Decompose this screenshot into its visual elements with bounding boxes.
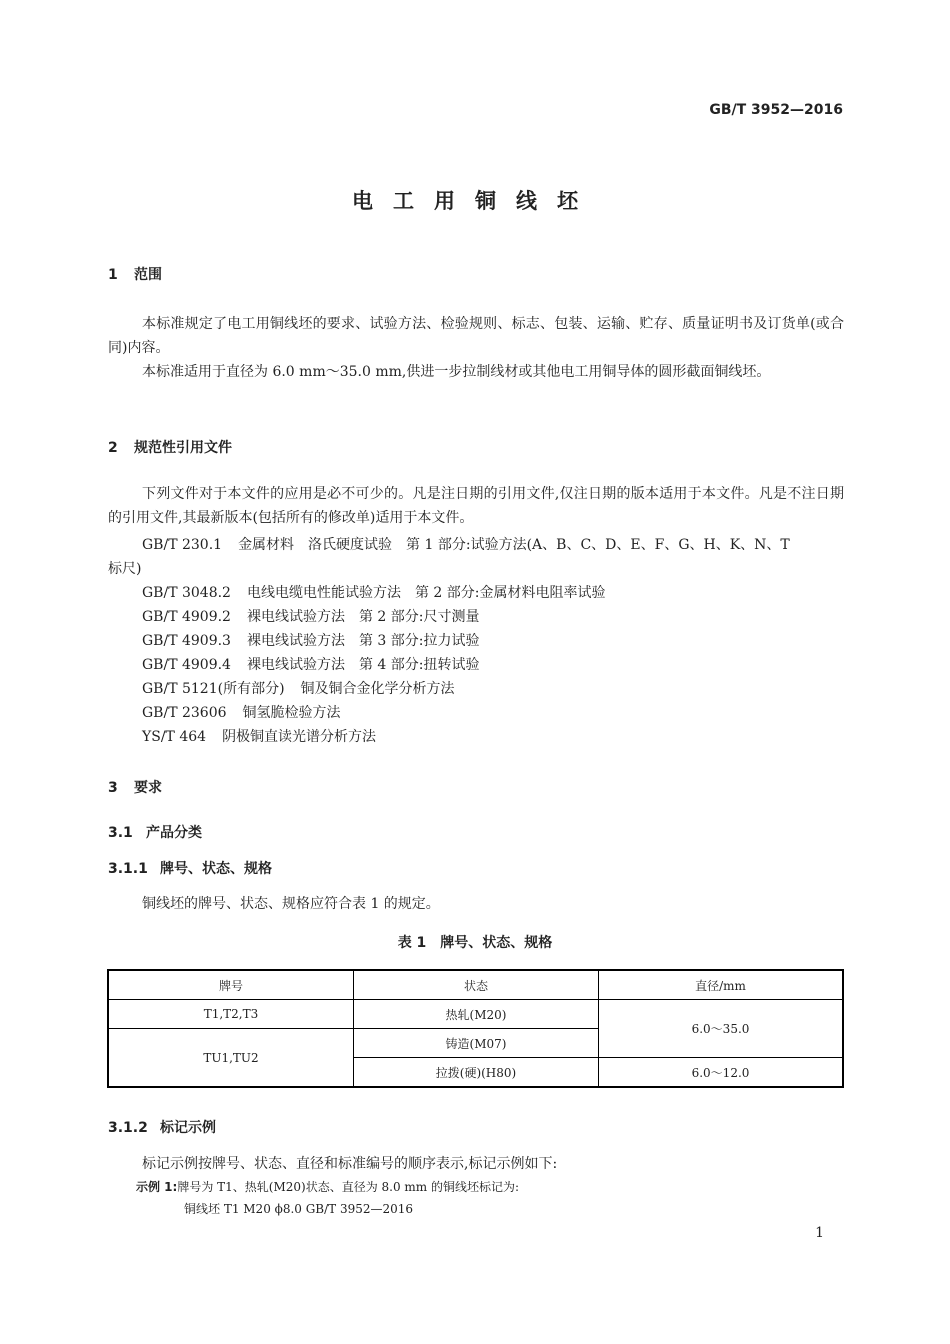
reference-title: 铜及铜合金化学分析方法 [300,681,455,697]
reference-item [142,630,480,650]
reference-title: 裸电线试验方法 第 4 部分:扭转试验 [246,657,480,673]
scope-paragraph-1: 本标准规定了电工用铜线坯的要求、试验方法、检验规则、标志、包装、运输、贮存、质量证明书及订货单(或合同)内容。 [108,316,844,356]
references-intro: 下列文件对于本文件的应用是必不可少的。凡是注日期的引用文件,仅注日期的版本适用于本文件。凡是不注日期的引用文件,其最新版本(包括所有的修改单)适用于本文件。 [108,486,844,526]
reference-title: 电线电缆电性能试验方法 第 2 部分:金属材料电阻率试验 [246,585,606,601]
scope-paragraph-2: 本标准适用于直径为 6.0 mm～35.0 mm,供进一步拉制线材或其他电工用铜导体的圆形截面铜线坯。 [142,364,771,380]
section-title: 标记示例 [160,1120,216,1136]
cell-state: 铸造(M07) [354,1029,599,1058]
reference-item [142,582,606,602]
section-1-heading [108,264,162,284]
section-title: 规范性引用文件 [134,440,232,456]
reference-item [142,678,455,698]
reference-item [142,726,376,746]
section-number: 1 [108,267,118,283]
reference-code: YS/T 464 [142,729,207,745]
reference-code: GB/T 4909.4 [142,657,231,673]
section-title: 范围 [134,267,162,283]
cell-diameter: 6.0～12.0 [599,1058,844,1088]
reference-code: GB/T 4909.3 [142,633,231,649]
reference-item [142,702,341,722]
header-diameter: 直径/mm [599,970,844,1000]
section-title: 要求 [134,780,162,796]
reference-title: 裸电线试验方法 第 3 部分:拉力试验 [246,633,480,649]
section-title: 牌号、状态、规格 [160,861,272,877]
header-state: 状态 [354,970,599,1000]
section-number: 2 [108,440,118,456]
reference-title: 阴极铜直读光谱分析方法 [222,729,377,745]
section-3-1-1-heading [108,858,272,878]
cell-grade: TU1,TU2 [108,1029,354,1088]
reference-code: GB/T 4909.2 [142,609,231,625]
document-title: 电工用铜线坯 [352,189,598,213]
header-grade: 牌号 [108,970,354,1000]
cell-grade: T1,T2,T3 [108,1000,354,1029]
standard-number: GB/T 3952—2016 [709,102,843,118]
reference-item [142,534,790,554]
reference-code: GB/T 5121(所有部分) [142,681,285,697]
section-2-heading [108,437,232,457]
reference-title: 裸电线试验方法 第 2 部分:尺寸测量 [246,609,480,625]
grade-state-spec-table [107,969,844,1088]
example-mark: 铜线坯 T1 M20 ϕ8.0 GB/T 3952—2016 [184,1202,414,1216]
section-number: 3.1.2 [108,1120,148,1136]
cell-state: 拉拨(硬)(H80) [354,1058,599,1088]
reference-code: GB/T 3048.2 [142,585,231,601]
table-header-row [108,970,843,1000]
section-number: 3.1 [108,825,133,841]
example-label: 示例 1: [136,1180,178,1194]
section-title: 产品分类 [146,825,202,841]
reference-item [142,606,480,626]
cell-diameter: 6.0～35.0 [599,1000,844,1058]
example-text: 牌号为 T1、热轧(M20)状态、直径为 8.0 mm 的铜线坯标记为: [177,1180,520,1194]
section-number: 3.1.1 [108,861,148,877]
table-row [108,1000,843,1029]
reference-code: GB/T 230.1 [142,537,223,553]
reference-item [142,654,480,674]
marking-example [136,1178,519,1195]
reference-item-continuation: 标尺) [108,561,142,577]
section-3-heading [108,777,162,797]
table-caption: 表 1 牌号、状态、规格 [397,935,553,951]
classification-intro: 铜线坯的牌号、状态、规格应符合表 1 的规定。 [142,896,440,912]
section-number: 3 [108,780,118,796]
section-3-1-2-heading [108,1117,216,1137]
reference-title: 铜氢脆检验方法 [242,705,341,721]
reference-code: GB/T 23606 [142,705,227,721]
cell-state: 热轧(M20) [354,1000,599,1029]
marking-intro: 标记示例按牌号、状态、直径和标准编号的顺序表示,标记示例如下: [142,1156,558,1172]
reference-title: 金属材料 洛氏硬度试验 第 1 部分:试验方法(A、B、C、D、E、F、G、H、K、N、T [238,537,790,553]
page-number: 1 [815,1225,824,1241]
section-3-1-heading [108,822,202,842]
